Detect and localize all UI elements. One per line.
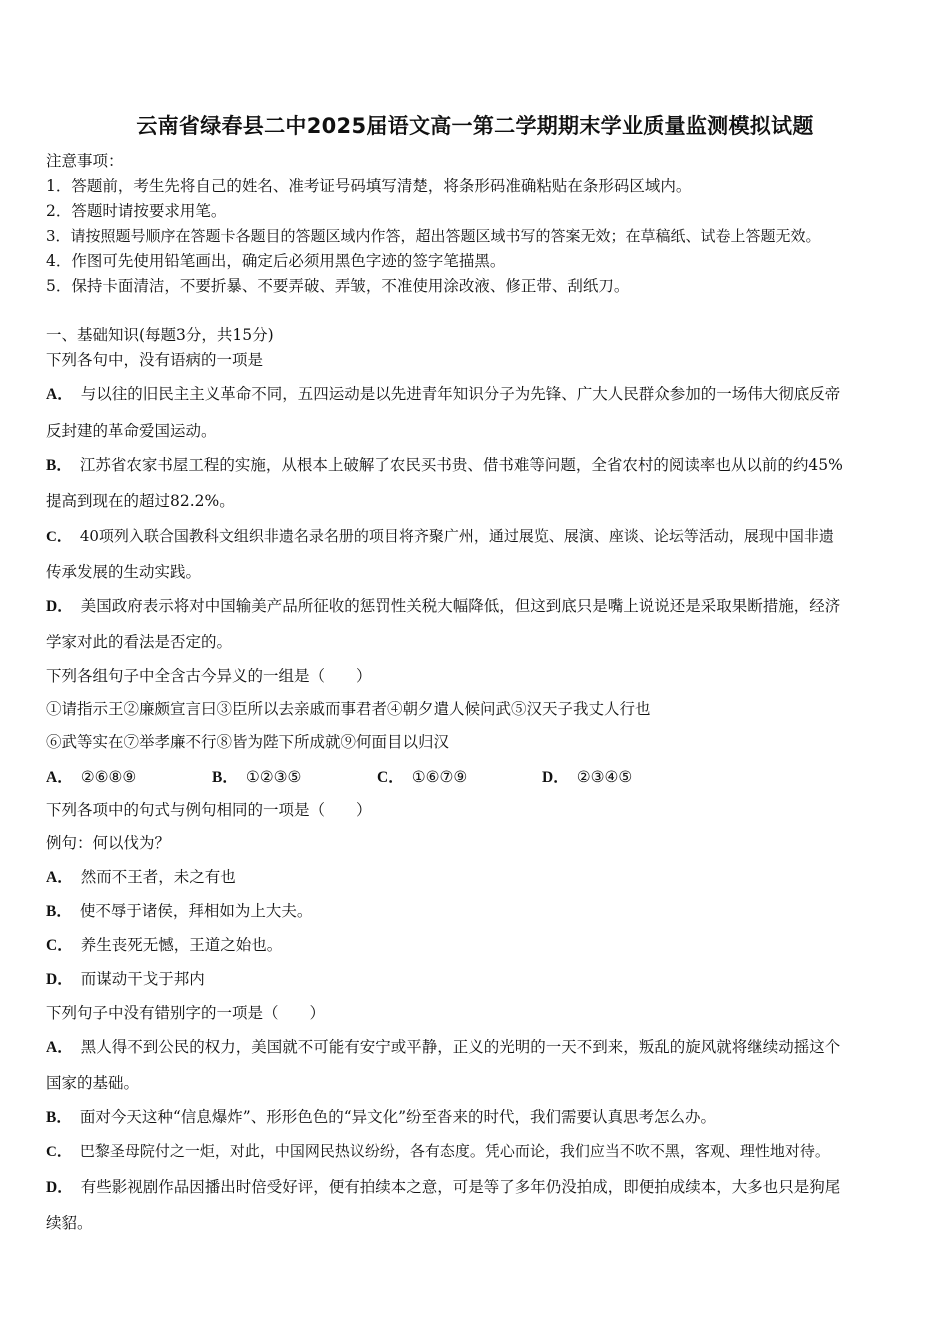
option-label: A． — [46, 386, 73, 403]
q2-option-c — [377, 765, 542, 787]
q3-option-d — [46, 969, 205, 990]
q3-option-b — [46, 901, 312, 922]
option-text: ①②③⑤ — [245, 768, 302, 786]
notice-heading: 注意事项： — [46, 152, 124, 170]
option-text: 巴黎圣母院付之一炬，对此，中国网民热议纷纷，各有态度。凭心而论，我们应当不吹不黑，客观、理性地对待。 — [79, 1142, 830, 1160]
q4-option-a-cont: 国家的基础。 — [46, 1074, 140, 1092]
option-label: B． — [46, 903, 72, 920]
q3-stem: 下列各项中的句式与例句相同的一项是（ ） — [46, 801, 372, 819]
q2-option-d — [542, 765, 632, 787]
option-text: 美国政府表示将对中国输美产品所征收的惩罚性关税大幅降低，但这到底只是嘴上说说还是采取果断措施，经济 — [80, 597, 841, 615]
q1-option-a-cont: 反封建的革命爱国运动。 — [46, 422, 217, 440]
option-label: B． — [46, 457, 72, 474]
q2-items-line2: ⑥武等实在⑦举孝廉不行⑧皆为陛下所成就⑨何面目以归汉 — [46, 733, 450, 751]
page-title: 云南省绿春县二中2025届语文高一第二学期期末学业质量监测模拟试题 — [136, 114, 814, 138]
option-label: B． — [46, 1109, 72, 1126]
q4-stem: 下列句子中没有错别字的一项是（ ） — [46, 1004, 326, 1022]
option-label: D． — [46, 598, 73, 615]
option-label: D． — [46, 971, 73, 988]
notice-item: 3．请按照题号顺序在答题卡各题目的答题区域内作答，超出答题区域书写的答案无效；在草稿纸、试卷上答题无效。 — [46, 227, 821, 245]
q4-option-d-cont: 续貂。 — [46, 1214, 93, 1232]
q1-option-c-cont: 传承发展的生动实践。 — [46, 563, 202, 581]
q3-option-a — [46, 867, 236, 888]
option-text: ②③④⑤ — [576, 768, 633, 786]
q4-option-b — [46, 1107, 716, 1128]
option-label: C． — [377, 769, 404, 786]
q4-option-a — [46, 1037, 840, 1058]
option-label: D． — [46, 1179, 73, 1196]
q2-items-line1: ①请指示王②廉颇宣言曰③臣所以去亲戚而事君者④朝夕遣人候问武⑤汉天子我丈人行也 — [46, 700, 651, 718]
option-label: A． — [46, 869, 73, 886]
q1-option-b-cont: 提高到现在的超过82.2%。 — [46, 492, 235, 510]
option-text: 黑人得不到公民的权力，美国就不可能有安宁或平静，正义的光明的一天不到来，叛乱的旋风就将继续动摇这个 — [80, 1038, 841, 1056]
option-text: 江苏省农家书屋工程的实施，从根本上破解了农民买书贵、借书难等问题，全省农村的阅读率也从以前的约45% — [79, 456, 843, 474]
q1-option-a — [46, 384, 840, 405]
option-label: C． — [46, 937, 73, 954]
q2-option-b — [212, 765, 377, 787]
option-text: 有些影视剧作品因播出时倍受好评，便有拍续本之意，可是等了多年仍没拍成，即便拍成续本，大多也只是狗尾 — [80, 1178, 841, 1196]
q1-stem: 下列各句中，没有语病的一项是 — [46, 351, 264, 369]
notice-item: 5．保持卡面清洁，不要折暴、不要弄破、弄皱，不准使用涂改液、修正带、刮纸刀。 — [46, 277, 630, 295]
q1-option-d — [46, 596, 840, 617]
option-text: ②⑥⑧⑨ — [80, 768, 137, 786]
q1-option-d-cont: 学家对此的看法是否定的。 — [46, 633, 233, 651]
option-text: 面对今天这种“信息爆炸”、形形色色的“异文化”纷至沓来的时代，我们需要认真思考怎么办。 — [79, 1108, 717, 1126]
notice-item: 1．答题前，考生先将自己的姓名、准考证号码填写清楚，将条形码准确粘贴在条形码区域内。 — [46, 177, 692, 195]
option-text: 使不辱于诸侯，拜相如为上大夫。 — [79, 902, 313, 920]
option-text: 与以往的旧民主主义革命不同，五四运动是以先进青年知识分子为先锋、广大人民群众参加的一场伟大彻底反帝 — [80, 385, 841, 403]
q4-option-c — [46, 1141, 830, 1162]
q1-option-c — [46, 526, 834, 547]
q1-option-b — [46, 455, 843, 476]
q2-stem: 下列各组句子中全含古今异义的一组是（ ） — [46, 667, 372, 685]
option-text: 养生丧死无憾，王道之始也。 — [80, 936, 283, 954]
option-label: C． — [46, 1144, 72, 1160]
option-text: 而谋动干戈于邦内 — [80, 970, 205, 988]
q3-example: 例句：何以伐为？ — [46, 834, 171, 852]
option-text: ①⑥⑦⑨ — [411, 768, 468, 786]
q3-option-c — [46, 935, 282, 956]
option-label: D． — [542, 769, 569, 786]
q4-option-d — [46, 1177, 840, 1198]
notice-item: 4．作图可先使用铅笔画出，确定后必须用黑色字迹的签字笔描黑。 — [46, 252, 506, 270]
option-text: 40项列入联合国教科文组织非遗名录名册的项目将齐聚广州，通过展览、展演、座谈、论坛等活动，展现中国非遗 — [79, 527, 834, 545]
option-label: C． — [46, 529, 72, 545]
q2-options — [46, 765, 632, 787]
section-heading: 一、基础知识(每题3分，共15分) — [46, 326, 274, 344]
option-label: A． — [46, 769, 73, 786]
notice-item: 2．答题时请按要求用笔。 — [46, 202, 227, 220]
option-label: B． — [212, 769, 238, 786]
option-text: 然而不王者，未之有也 — [80, 868, 236, 886]
q2-option-a — [46, 765, 212, 787]
option-label: A． — [46, 1039, 73, 1056]
